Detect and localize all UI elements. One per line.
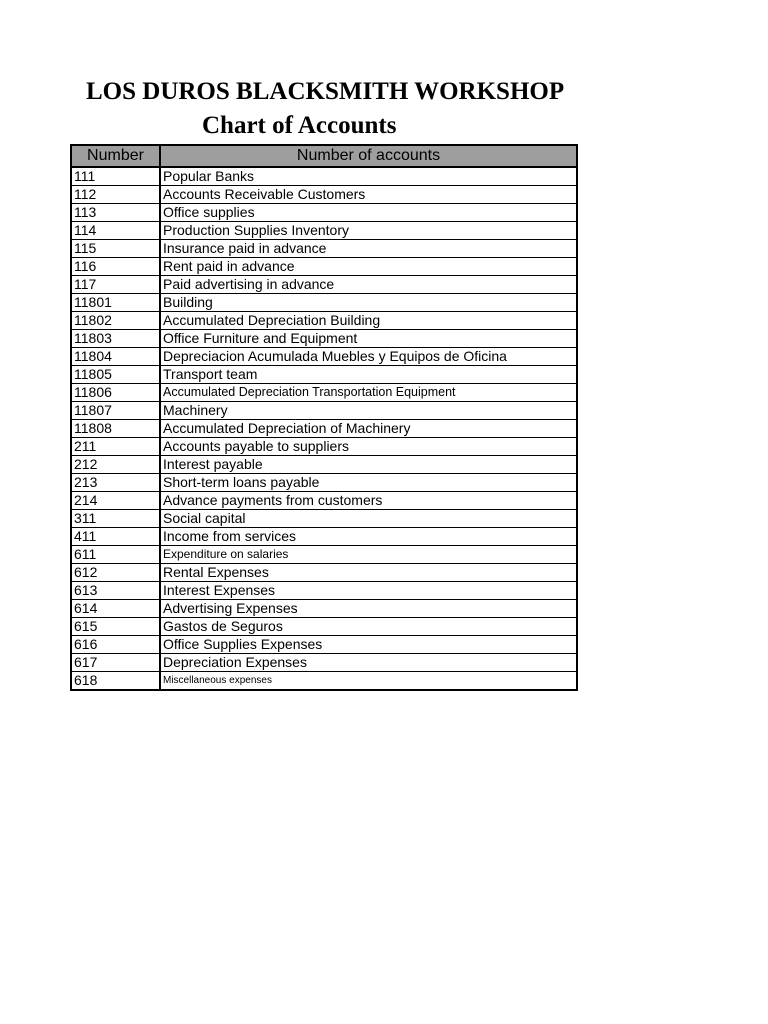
table-row	[71, 240, 577, 258]
account-number: 11804	[71, 348, 160, 366]
document-subtitle: Chart of Accounts	[202, 112, 397, 139]
account-number: 112	[71, 186, 160, 204]
account-number: 212	[71, 456, 160, 474]
table-row	[71, 456, 577, 474]
table-row	[71, 618, 577, 636]
account-name: Production Supplies Inventory	[160, 222, 577, 240]
account-name: Miscellaneous expenses	[160, 672, 577, 691]
account-name: Depreciacion Acumulada Muebles y Equipos de Oficina	[160, 348, 577, 366]
table-row	[71, 384, 577, 402]
account-number: 613	[71, 582, 160, 600]
table-row	[71, 222, 577, 240]
account-name: Popular Banks	[160, 167, 577, 186]
table-row	[71, 348, 577, 366]
account-number: 311	[71, 510, 160, 528]
table-row	[71, 582, 577, 600]
table-row	[71, 294, 577, 312]
account-name: Income from services	[160, 528, 577, 546]
chart-of-accounts-table	[70, 144, 578, 691]
table-row	[71, 167, 577, 186]
account-number: 618	[71, 672, 160, 691]
account-name: Building	[160, 294, 577, 312]
account-number: 11803	[71, 330, 160, 348]
account-number: 411	[71, 528, 160, 546]
table-header-row	[71, 145, 577, 167]
account-number: 11801	[71, 294, 160, 312]
account-name: Gastos de Seguros	[160, 618, 577, 636]
table-row	[71, 276, 577, 294]
account-number: 11806	[71, 384, 160, 402]
account-name: Office Furniture and Equipment	[160, 330, 577, 348]
account-number: 614	[71, 600, 160, 618]
account-name: Social capital	[160, 510, 577, 528]
account-name: Paid advertising in advance	[160, 276, 577, 294]
table-row	[71, 258, 577, 276]
table-row	[71, 330, 577, 348]
account-name: Rental Expenses	[160, 564, 577, 582]
table-row	[71, 492, 577, 510]
table-row	[71, 420, 577, 438]
table-row	[71, 564, 577, 582]
account-name: Advertising Expenses	[160, 600, 577, 618]
table-row	[71, 528, 577, 546]
account-number: 11805	[71, 366, 160, 384]
table-row	[71, 510, 577, 528]
account-number: 11807	[71, 402, 160, 420]
account-number: 115	[71, 240, 160, 258]
account-name: Accounts payable to suppliers	[160, 438, 577, 456]
table-row	[71, 438, 577, 456]
table-row	[71, 402, 577, 420]
account-number: 11802	[71, 312, 160, 330]
table-row	[71, 474, 577, 492]
column-header-account-name: Number of accounts	[160, 145, 577, 167]
account-name: Rent paid in advance	[160, 258, 577, 276]
account-name: Accumulated Depreciation Building	[160, 312, 577, 330]
account-number: 114	[71, 222, 160, 240]
account-name: Office supplies	[160, 204, 577, 222]
account-name: Accounts Receivable Customers	[160, 186, 577, 204]
table-row	[71, 600, 577, 618]
account-number: 213	[71, 474, 160, 492]
account-number: 617	[71, 654, 160, 672]
account-name: Interest Expenses	[160, 582, 577, 600]
column-header-number: Number	[71, 145, 160, 167]
account-name: Depreciation Expenses	[160, 654, 577, 672]
account-name: Transport team	[160, 366, 577, 384]
account-number: 116	[71, 258, 160, 276]
account-number: 615	[71, 618, 160, 636]
account-number: 111	[71, 167, 160, 186]
account-name: Insurance paid in advance	[160, 240, 577, 258]
account-name: Advance payments from customers	[160, 492, 577, 510]
account-name: Interest payable	[160, 456, 577, 474]
account-number: 611	[71, 546, 160, 564]
table-row	[71, 636, 577, 654]
account-name: Office Supplies Expenses	[160, 636, 577, 654]
account-number: 616	[71, 636, 160, 654]
account-name: Accumulated Depreciation of Machinery	[160, 420, 577, 438]
account-name: Expenditure on salaries	[160, 546, 577, 564]
table-row	[71, 546, 577, 564]
account-number: 211	[71, 438, 160, 456]
account-number: 612	[71, 564, 160, 582]
account-number: 214	[71, 492, 160, 510]
account-name: Short-term loans payable	[160, 474, 577, 492]
account-number: 117	[71, 276, 160, 294]
table-row	[71, 672, 577, 691]
account-name: Machinery	[160, 402, 577, 420]
account-number: 11808	[71, 420, 160, 438]
table-row	[71, 312, 577, 330]
table-row	[71, 186, 577, 204]
table-row	[71, 366, 577, 384]
account-number: 113	[71, 204, 160, 222]
account-name: Accumulated Depreciation Transportation Equipment	[160, 384, 577, 402]
table-row	[71, 654, 577, 672]
document-title: LOS DUROS BLACKSMITH WORKSHOP	[86, 78, 565, 105]
table-row	[71, 204, 577, 222]
